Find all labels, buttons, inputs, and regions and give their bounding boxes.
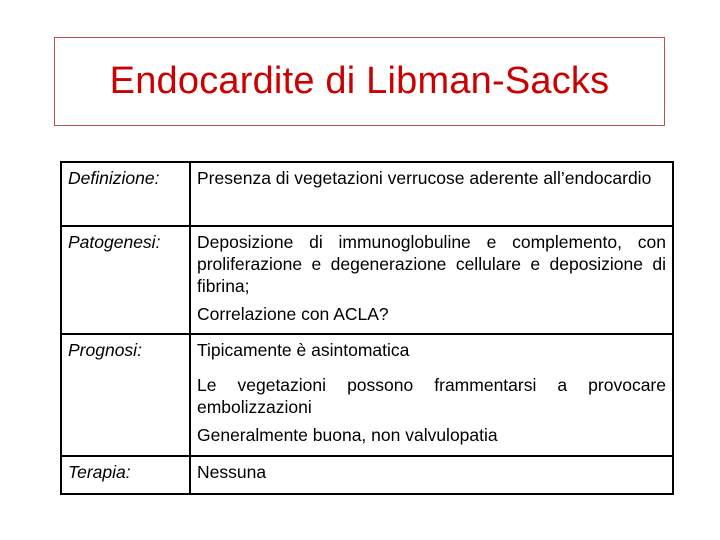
row-content <box>190 334 673 456</box>
content-line: Nessuna <box>197 462 267 482</box>
content-line: Deposizione di immunoglobuline e complemento, con proliferazione e degenerazione cellulare e deposizione di fibrina; <box>197 232 666 296</box>
content-line: Tipicamente è asintomatica <box>197 340 410 360</box>
table-row-prognosi <box>61 334 673 456</box>
content-line: Presenza di vegetazioni verrucose aderente all’endocardio <box>197 168 652 188</box>
row-content <box>190 456 673 494</box>
info-table <box>60 161 674 495</box>
slide-title: Endocardite di Libman-Sacks <box>109 60 610 102</box>
content-line: Generalmente buona, non valvulopatia <box>197 425 498 445</box>
row-label: Prognosi: <box>61 334 190 456</box>
table-row-terapia <box>61 456 673 494</box>
row-content <box>190 162 673 226</box>
table-row-patogenesi <box>61 226 673 334</box>
row-label: Patogenesi: <box>61 226 190 334</box>
row-label: Terapia: <box>61 456 190 494</box>
content-line: Le vegetazioni possono frammentarsi a provocare embolizzazioni <box>197 375 666 417</box>
row-label: Definizione: <box>61 162 190 226</box>
title-box <box>54 37 665 126</box>
table-row-definizione <box>61 162 673 226</box>
content-line: Correlazione con ACLA? <box>197 304 389 324</box>
row-content <box>190 226 673 334</box>
